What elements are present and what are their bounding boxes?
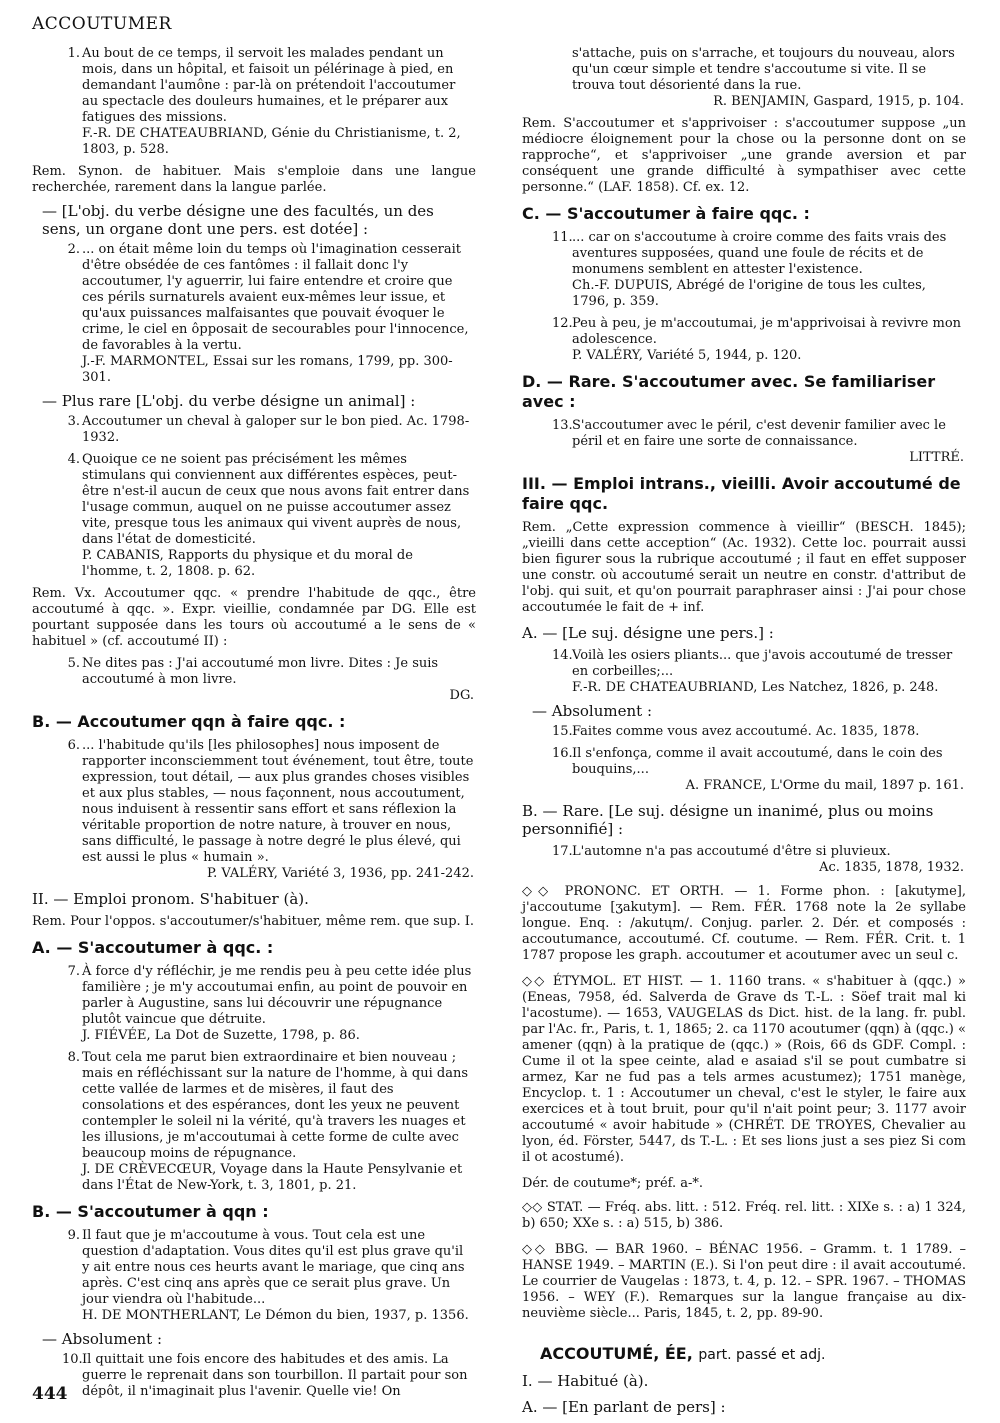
- example-12: 12. Peu à peu, je m'accoutumai, je m'apprivoisai à revivre mon adolescence. P. VALÉRY, Variété 5, 1944, p. 120.: [522, 316, 966, 364]
- remark: Rem. „Cette expression commence à vieillir“ (BESCH. 1845); „vieilli dans cette acception“ (Ac. 1932). Cette loc. pourrait aussi bien figurer sous la rubrique accoutumé ; il faut en effet supposer une constr. où accoutumé serait un neutre en constr. d'attribut de l'obj. qui suit, et qu'on pourrait paraphraser ainsi : J'ai pour chose accoutumée le fait de + inf.: [522, 520, 966, 615]
- citation: LITTRÉ.: [909, 450, 964, 465]
- example-13: 13. S'accoutumer avec le péril, c'est devenir familier avec le péril et en faire une sorte de connaissance. LITTRÉ.: [552, 418, 964, 465]
- citation: Ch.-F. DUPUIS, Abrégé de l'origine de tous les cultes, 1796, p. 359.: [572, 278, 926, 309]
- example-10-continued: s'attache, puis on s'arrache, et toujours du nouveau, alors qu'un cœur simple et tendre s'accoutume si vite. Il se trouva tout désorienté dans la rue. R. BENJAMIN, Gaspard, 1915, p. 104.: [572, 46, 964, 109]
- section-heading-ii: II. — Emploi pronom. S'habituer (à).: [32, 890, 309, 908]
- citation: H. DE MONTHERLANT, Le Démon du bien, 1937, p. 1356.: [82, 1308, 469, 1323]
- citation: A. FRANCE, L'Orme du mail, 1897 p. 161.: [685, 778, 964, 793]
- subsense-heading: — Absolument :: [42, 1330, 162, 1348]
- remark: Rem. Pour l'oppos. s'accoutumer/s'habituer, même rem. que sup. I.: [32, 914, 475, 929]
- example-2: 2. ... on était même loin du temps où l'imagination cesserait d'être obsédée de ces fantômes : il fallait donc l'y accoutumer, l'y aguerrir, lui faire entendre et croire que ces périls surnaturels avaient eux-mêmes leur issue, et qu'aux puissances malfaisantes que pouvait évoquer le crime, le ciel en ôpposait de secourables pour l'innocence, de favorables à la vertu. J.-F. MARMONTEL, Essai sur les romans, 1799, pp. 300-301.: [32, 242, 476, 386]
- citation: DG.: [449, 688, 474, 703]
- section-heading-a: A. — [Le suj. désigne une pers.] :: [522, 624, 774, 642]
- subsense-heading: — Absolument :: [532, 702, 652, 720]
- example-5: 5. Ne dites pas : J'ai accoutumé mon livre. Dites : Je suis accoutumé à mon livre. DG.: [67, 656, 474, 703]
- sense-a-heading: A. — [En parlant de pers] :: [522, 1398, 726, 1416]
- example-16: 16. Il s'enfonça, comme il avait accoutumé, dans le coin des bouquins,... A. FRANCE, L'Orme du mail, 1897 p. 161.: [552, 746, 964, 793]
- part-of-speech: part. passé et adj.: [698, 1347, 826, 1363]
- example-7: 7. À force d'y réfléchir, je me rendis peu à peu cette idée plus familière ; je m'y accoutumai enfin, au point de pouvoir en parler à Augustine, sans lui découvrir une répugnance plutôt vaincue que détruite. J. FIÉVÉE, La Dot de Suzette, 1798, p. 86.: [32, 964, 476, 1044]
- example-4: 4. Quoique ce ne soient pas précisément les mêmes stimulans qui conviennent aux différentes espèces, peut-être n'est-il aucun de ceux que nous avons fait entrer dans l'usage commun, auquel on ne puisse accoutumer assez vite, presque tous les animaux qui vivent auprès de nous, dans l'état de domesticité. P. CABANIS, Rapports du physique et du moral de l'homme, t. 2, 1808. p. 62.: [32, 452, 476, 580]
- statistics-section: ◇◇ STAT. — Fréq. abs. litt. : 512. Fréq. rel. litt. : XIXe s. : a) 1 324, b) 650; XXe s. : a) 515, b) 386.: [522, 1200, 966, 1231]
- citation: R. BENJAMIN, Gaspard, 1915, p. 104.: [713, 94, 964, 109]
- citation: Ac. 1835, 1878, 1932.: [819, 860, 964, 875]
- citation: P. CABANIS, Rapports du physique et du moral de l'homme, t. 2, 1808. p. 62.: [82, 548, 413, 579]
- section-heading-b: B. — Rare. [Le suj. désigne un inanimé, plus ou moins personnifié] :: [522, 802, 934, 838]
- subsense-heading: — [L'obj. du verbe désigne une des facultés, un des sens, un organe dont une pers. est dotée] :: [42, 202, 434, 238]
- citation: J. DE CRÈVECŒUR, Voyage dans la Haute Pensylvanie et dans l'État de New-York, t. 3, 1801, p. 21.: [82, 1162, 463, 1193]
- example-1: 1. Au bout de ce temps, il servoit les malades pendant un mois, dans un hôpital, et faisoit un pélérinage à pied, en demandant l'aumône : par-là on prétendoit l'accoutumer au spectacle des douleurs humaines, et le préparer aux fatigues des missions. F.-R. DE CHATEAUBRIAND, Génie du Christianisme, t. 2, 1803, p. 528.: [32, 46, 476, 158]
- derivation-note: Dér. de coutume*; préf. a-*.: [522, 1176, 704, 1191]
- right-column: [522, 44, 966, 1423]
- example-3: 3. Accoutumer un cheval à galoper sur le bon pied. Ac. 1798-1932.: [67, 414, 470, 445]
- etymology-section: ◇◇ ÉTYMOL. ET HIST. — 1. 1160 trans. « s'habituer à (qqc.) » (Eneas, 7958, éd. Salverda de Grave ds T.-L. : Söef trait mal ki l'acostume). — 1653, VAUGELAS ds Dict. hist. de la lang. fr. publ. par l'Ac. fr., Paris, t. 1, 1865; 2. ca 1170 acoutumer (qqn) à (qqc.) « amener (qqn) à la pratique de (qqc.) » (Rois, 66 ds GDF. Compl. : Cume il ot la spee ceinte, alad e asaiad s'il se pout cumbatre si armez, Kar ne fud pas a tels armes acustumez); 1751 manège, Encyclop. t. 1 : Accoutumer un cheval, c'est le styler, le faire aux exercices et à tout bruit, pour qu'il n'ait point peur; 3. 1177 avoir accoutumé « avoir habitude » (CHRÉT. DE TROYES, Chevalier au lyon, éd. Förster, 5447, ds T.-L. : Et ses lions just a ses piez Si com il ot acostumé).: [522, 974, 966, 1165]
- headword: ACCOUTUMÉ, ÉE,: [540, 1344, 693, 1363]
- section-heading-a: A. — S'accoutumer à qqc. :: [32, 938, 274, 957]
- example-11: 11. ... car on s'accoutume à croire comme des faits vrais des aventures supposées, quand une foule de récits et de monumens semblent en attester l'existence. Ch.-F. DUPUIS, Abrégé de l'origine de tous les cultes, 1796, p. 359.: [522, 230, 966, 310]
- remark: Rem. Synon. de habituer. Mais s'emploie dans une langue recherchée, rarement dans la langue parlée.: [32, 164, 476, 195]
- page-number: 444: [32, 1384, 68, 1404]
- entry-headword: [540, 1346, 966, 1363]
- citation: J.-F. MARMONTEL, Essai sur les romans, 1799, pp. 300-301.: [82, 354, 453, 385]
- remark: Rem. Vx. Accoutumer qqc. « prendre l'habitude de qqc., être accoutumé à qqc. ». Expr. vieillie, condamnée par DG. Elle est pourtant supposée dans les tours où accoutumé a le sens de « habituel » (cf. accoutumé II) :: [32, 586, 476, 649]
- remark: Rem. S'accoutumer et s'apprivoiser : s'accoutumer suppose „un médiocre éloignement pour la chose ou la personne dont on se rapproche“, et s'apprivoiser „une grande aversion et par conséquent une grande difficulté à sympathiser avec cette personne.“ (LAF. 1858). Cf. ex. 12.: [522, 116, 966, 195]
- section-heading-c: C. — S'accoutumer à faire qqc. :: [522, 204, 810, 223]
- pronunciation-section: ◇◇ PRONONC. ET ORTH. — 1. Forme phon. : [akutyme], j'accoutume [ʒakutym]. — Rem. FÉR. 1768 note la 2e syllabe longue. Enq. : /akutųm/. Conjug. parler. 2. Dér. et composés : accoutumance, accoutumé. Cf. coutume. — Rem. FÉR. Crit. t. 1 1787 propose les graph. accoutumer et acoutumer avec un seul c.: [522, 884, 966, 963]
- subsense-heading: — Plus rare [L'obj. du verbe désigne un animal] :: [42, 392, 416, 410]
- citation: F.-R. DE CHATEAUBRIAND, Génie du Christianisme, t. 2, 1803, p. 528.: [82, 126, 461, 157]
- example-10: 10. Il quittait une fois encore des habitudes et des amis. La guerre le reprenait dans son tourbillon. Il partait pour son dépôt, il n'imaginait plus l'avenir. Quelle vie! On: [62, 1352, 468, 1399]
- example-14: 14. Voilà les osiers pliants... que j'avois accoutumé de tresser en corbeilles;... F.-R. DE CHATEAUBRIAND, Les Natchez, 1826, p. 248.: [522, 648, 966, 696]
- running-header: ACCOUTUMER: [32, 14, 172, 34]
- bibliography-section: ◇◇ BBG. — BAR 1960. – BÉNAC 1956. – Gramm. t. 1 1789. – HANSE 1949. – MARTIN (E.). Si l'on peut dire : il avait accoutumé. Le courrier de Vaugelas : 1873, t. 4, p. 12. – SPR. 1967. – THOMAS 1956. – WEY (F.). Remarques sur la langue française au dix-neuvième siècle... Paris, 1845, t. 2, pp. 89-90.: [522, 1242, 966, 1321]
- citation: J. FIÉVÉE, La Dot de Suzette, 1798, p. 86.: [82, 1028, 360, 1043]
- citation: P. VALÉRY, Variété 3, 1936, pp. 241-242.: [207, 866, 474, 881]
- example-9: 9. Il faut que je m'accoutume à vous. Tout cela est une question d'adaptation. Vous dites qu'il est plus grave qu'il y ait entre nous ces heurts avant le mariage, que cinq ans après. C'est cinq ans après que ce serait plus grave. Un jour viendra où l'habitude... H. DE MONTHERLANT, Le Démon du bien, 1937, p. 1356.: [32, 1228, 476, 1324]
- section-heading-b: B. — S'accoutumer à qqn :: [32, 1202, 269, 1221]
- example-17: 17. L'automne n'a pas accoutumé d'être si pluvieux. Ac. 1835, 1878, 1932.: [552, 844, 964, 875]
- example-15: 15. Faites comme vous avez accoutumé. Ac. 1835, 1878.: [552, 724, 920, 739]
- section-heading-iii: III. — Emploi intrans., vieilli. Avoir accoutumé de faire qqc.: [522, 474, 961, 513]
- section-heading-d: D. — Rare. S'accoutumer avec. Se familiariser avec :: [522, 372, 936, 411]
- example-6: 6. ... l'habitude qu'ils [les philosophes] nous imposent de rapporter inconsciemment tout événement, tout être, toute expression, tout détail, — aux plus grandes choses visibles et aux plus stables, — nous façonnent, nous accoutument, nous induisent à ressentir sans effort et sans réflexion la véritable proportion de notre nature, à trouver en nous, sans difficulté, le passage à notre degré le plus élevé, qui est aussi le plus « humain ». P. VALÉRY, Variété 3, 1936, pp. 241-242.: [67, 738, 474, 881]
- left-column: [32, 44, 476, 1406]
- sense-i-heading: I. — Habitué (à).: [522, 1372, 649, 1390]
- citation: P. VALÉRY, Variété 5, 1944, p. 120.: [572, 348, 802, 363]
- section-heading-b: B. — Accoutumer qqn à faire qqc. :: [32, 712, 346, 731]
- example-8: 8. Tout cela me parut bien extraordinaire et bien nouveau ; mais en réfléchissant sur la nature de l'homme, à qui dans cette vallée de larmes et de misères, il faut des consolations et des espérances, dont les yeux ne peuvent contempler le soleil ni la vérité, qu'à travers les nuages et les illusions, je m'accoutumai à cette forme de culte avec beaucoup moins de répugnance. J. DE CRÈVECŒUR, Voyage dans la Haute Pensylvanie et dans l'État de New-York, t. 3, 1801, p. 21.: [32, 1050, 476, 1194]
- citation: F.-R. DE CHATEAUBRIAND, Les Natchez, 1826, p. 248.: [572, 680, 939, 695]
